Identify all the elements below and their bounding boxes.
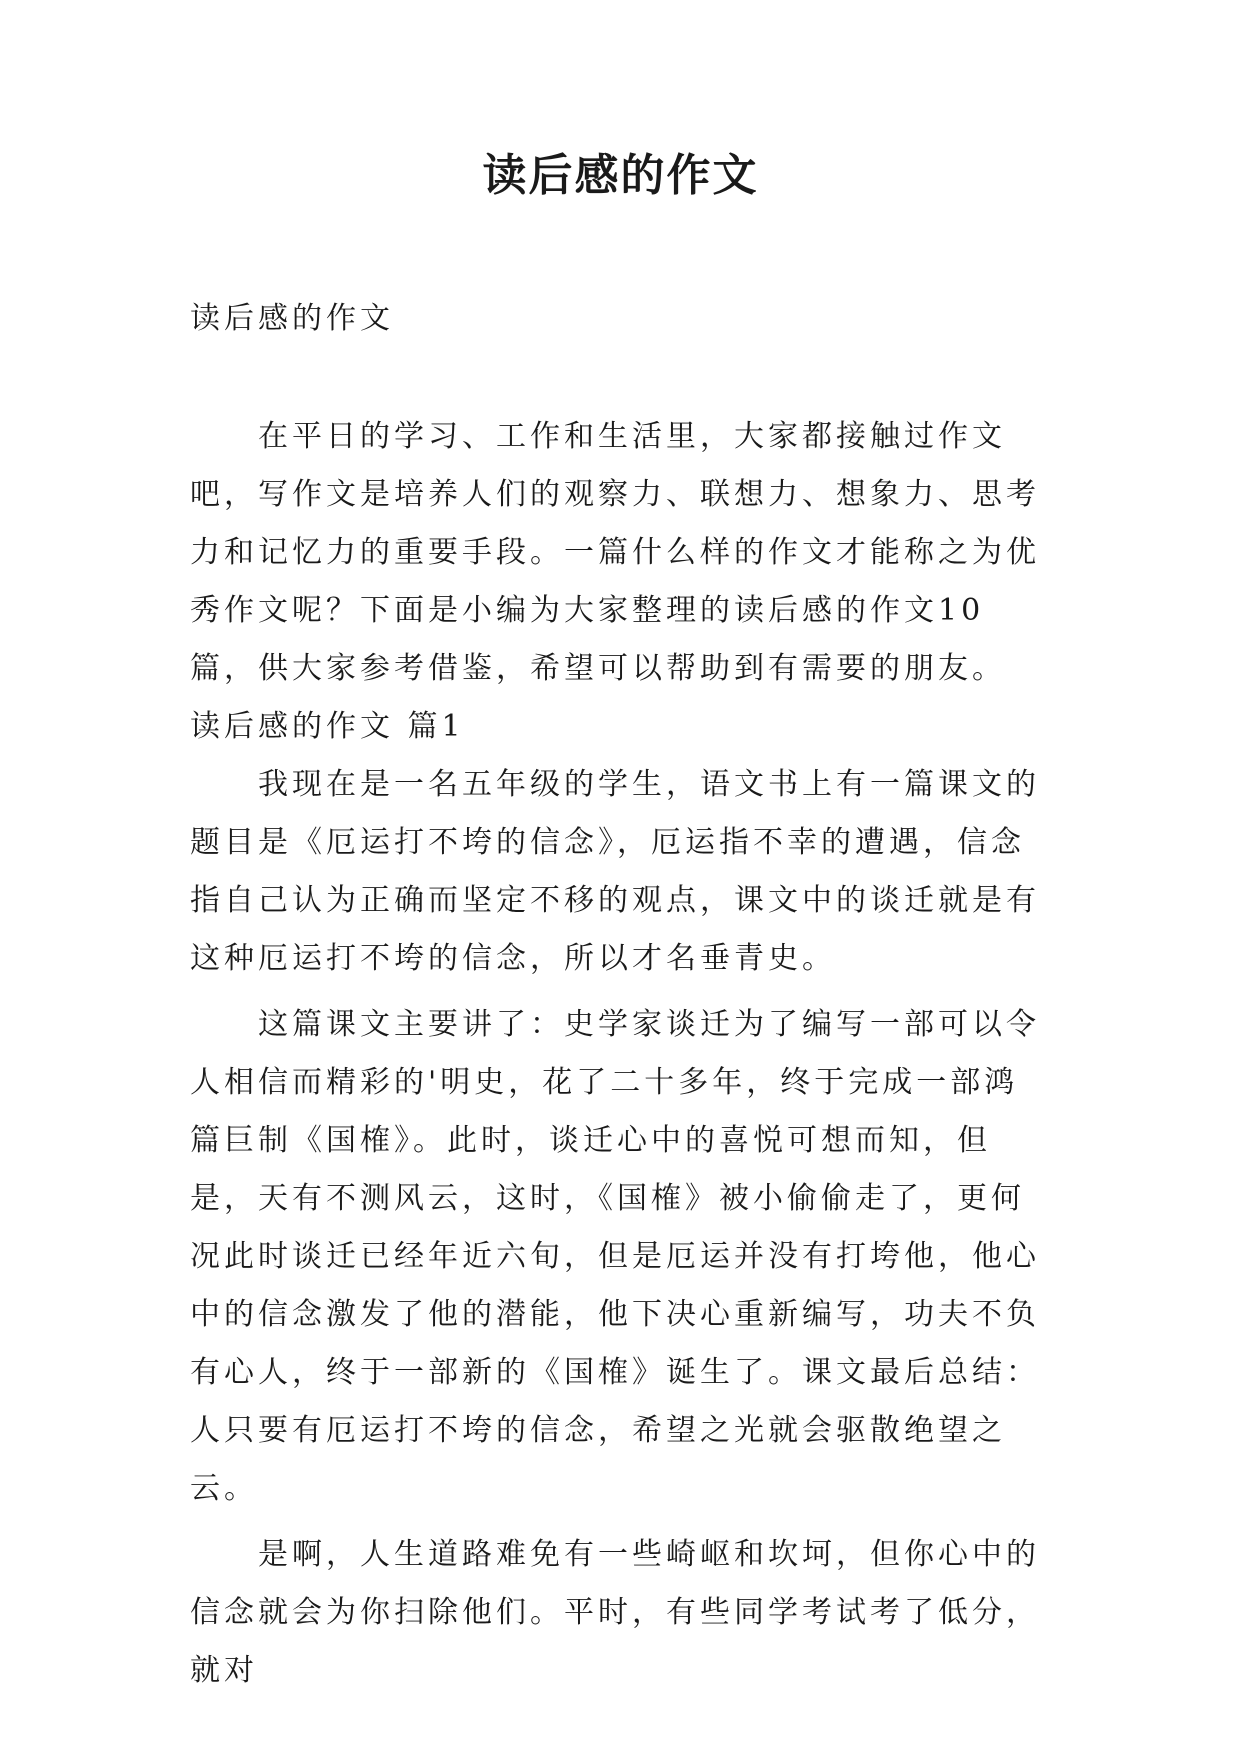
document-body <box>190 290 1052 1700</box>
document-subtitle: 读后感的作文 <box>190 301 394 336</box>
body-paragraph: 我现在是一名五年级的学生，语文书上有一篇课文的题目是《厄运打不垮的信念》，厄运指不幸的遭遇，信念指自己认为正确而坚定不移的观点，课文中的谈迁就是有这种厄运打不垮的信念，所以才名垂青史。 <box>190 767 1040 976</box>
document-title: 读后感的作文 <box>482 150 759 201</box>
section-heading: 读后感的作文 篇1 <box>190 709 465 744</box>
body-paragraph: 是啊，人生道路难免有一些崎岖和坎坷，但你心中的信念就会为你扫除他们。平时，有些同学考试考了低分，就对 <box>190 1537 1040 1688</box>
body-paragraph: 这篇课文主要讲了：史学家谈迁为了编写一部可以令人相信而精彩的'明史，花了二十多年，终于完成一部鸿篇巨制《国榷》。此时，谈迁心中的喜悦可想而知，但是，天有不测风云，这时，《国榷》被小偷偷走了，更何况此时谈迁已经年近六旬，但是厄运并没有打垮他，他心中的信念激发了他的潜能，他下决心重新编写，功夫不负有心人，终于一部新的《国榷》诞生了。课文最后总结：人只要有厄运打不垮的信念，希望之光就会驱散绝望之云。 <box>190 1007 1040 1506</box>
intro-paragraph: 在平日的学习、工作和生活里，大家都接触过作文吧，写作文是培养人们的观察力、联想力、想象力、思考力和记忆力的重要手段。一篇什么样的作文才能称之为优秀作文呢？下面是小编为大家整理的读后感的作文10篇，供大家参考借鉴，希望可以帮助到有需要的朋友。 <box>190 419 1040 686</box>
